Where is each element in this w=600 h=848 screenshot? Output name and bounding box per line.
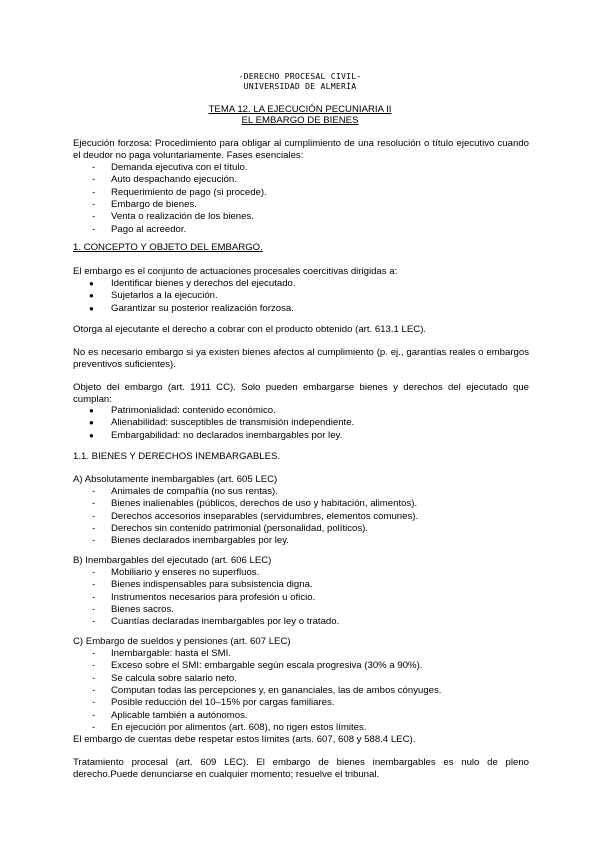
topic-subtitle: EL EMBARGO DE BIENES: [241, 115, 359, 126]
list-item: - Auto despachando ejecución.: [92, 174, 237, 186]
procedure-paragraph: Tratamiento procesal (art. 609 LEC). El embargo de bienes inembargables es nulo de pleno derecho.Puede denunciarse en cualquier momento; resuelve el tribunal.: [73, 757, 529, 780]
university-header: UNIVERSIDAD DE ALMERÍA: [243, 81, 357, 91]
group-a-heading: A) Absolutamente inembargables (art. 605 LEC): [73, 474, 278, 485]
intro-paragraph: [73, 138, 529, 162]
list-item: - Derechos sin contenido patrimonial (personalidad, políticos).: [92, 523, 369, 535]
intro-text: Ejecución forzosa: Procedimiento para obligar al cumplimiento de una resolución o título ejecutivo cuando el deudor no paga voluntariamente. Fases esenciales:: [73, 138, 529, 161]
group-a-list: [73, 486, 529, 548]
list-item: - Se calcula sobre salario neto.: [92, 672, 237, 684]
list-item: - Bienes sacros.: [92, 604, 174, 616]
list-item: - Computan todas las percepciones y, en gananciales, las de ambos cónyuges.: [92, 685, 442, 697]
group-a-list-block: [73, 486, 529, 548]
aims-list: [73, 278, 529, 315]
list-item: - Venta o realización de los bienes.: [92, 211, 254, 223]
accounts-note: El embargo de cuentas debe respetar estos límites (arts. 607, 608 y 588.4 LEC).: [73, 734, 416, 745]
list-item: ● Alienabilidad: susceptibles de transmisión independiente.: [89, 417, 355, 429]
object-paragraph: Objeto del embargo (art. 1911 CC). Solo pueden embargarse bienes y derechos del ejecutado que cumplan:: [73, 382, 529, 405]
aims-list-block: [73, 278, 529, 315]
list-item: - En ejecución por alimentos (art. 608), no rigen estos límites.: [92, 722, 367, 734]
list-item: - Bienes inalienables (públicos, derechos de uso y habitación, alimentos).: [92, 498, 418, 510]
list-item: - Animales de compañía (no sus rentas).: [92, 486, 278, 497]
list-item: - Requerimiento de pago (si procede).: [92, 186, 267, 198]
list-item: - Instrumentos necesarios para profesión u oficio.: [92, 591, 316, 603]
list-item: ● Embargabilidad: no declarados inembargables por ley.: [89, 429, 343, 441]
requirements-list: [73, 405, 529, 442]
list-item: - Mobiliario y enseres no superfluos.: [92, 567, 260, 578]
subject-header: -DERECHO PROCESAL CIVIL-: [238, 71, 362, 81]
list-item: ● Identificar bienes y derechos del ejecutado.: [89, 278, 296, 289]
list-item: - Pago al acreedor.: [92, 223, 187, 235]
list-item: - Posible reducción del 10–15% por cargas familiares.: [92, 697, 335, 709]
list-item: - Aplicable también a autónomos.: [92, 709, 248, 721]
group-c-list-block: [73, 648, 529, 734]
not-needed-paragraph: No es necesario embargo si ya existen bienes afectos al cumplimiento (p. ej., garantías reales o embargos preventivos suficientes).: [73, 347, 529, 370]
list-item: - Exceso sobre el SMI: embargable según escala progresiva (30% a 90%).: [92, 660, 423, 672]
list-item: - Cuantías declaradas inembargables por ley o tratado.: [92, 616, 340, 628]
list-item: - Bienes indispensables para subsistencia digna.: [92, 579, 313, 591]
list-item: - Bienes declarados inembargables por ley.: [92, 535, 289, 547]
section-heading: 1. CONCEPTO Y OBJETO DEL EMBARGO.: [73, 242, 263, 253]
phases-list: [73, 162, 529, 236]
list-item: - Embargo de bienes.: [92, 199, 197, 211]
group-c-list: [73, 648, 529, 734]
right-paragraph: Otorga al ejecutante el derecho a cobrar con el producto obtenido (art. 613.1 LEC).: [73, 324, 427, 335]
requirements-list-block: [73, 405, 529, 442]
list-item: ● Sujetarlos a la ejecución.: [89, 290, 218, 302]
group-c-heading: C) Embargo de sueldos y pensiones (art. 607 LEC): [73, 636, 291, 647]
list-item: ● Patrimonialidad: contenido económico.: [89, 405, 276, 416]
list-item: - Inembargable: hasta el SMI.: [92, 648, 231, 659]
embargo-definition: El embargo es el conjunto de actuaciones procesales coercitivas dirigidas a:: [73, 266, 398, 277]
subsection-heading: 1.1. BIENES Y DERECHOS INEMBARGABLES.: [73, 451, 281, 462]
list-item: ● Garantizar su posterior realización forzosa.: [89, 302, 294, 314]
group-b-list: [73, 567, 529, 629]
group-b-heading: B) Inembargables del ejecutado (art. 606 LEC): [73, 555, 272, 566]
phases-list-block: [73, 162, 529, 236]
list-item: - Derechos accesorios inseparables (servidumbres, elementos comunes).: [92, 510, 419, 522]
group-b-list-block: [73, 567, 529, 629]
list-item: - Demanda ejecutiva con el título.: [92, 162, 248, 173]
topic-title: TEMA 12. LA EJECUCIÓN PECUNIARIA II: [208, 104, 392, 115]
